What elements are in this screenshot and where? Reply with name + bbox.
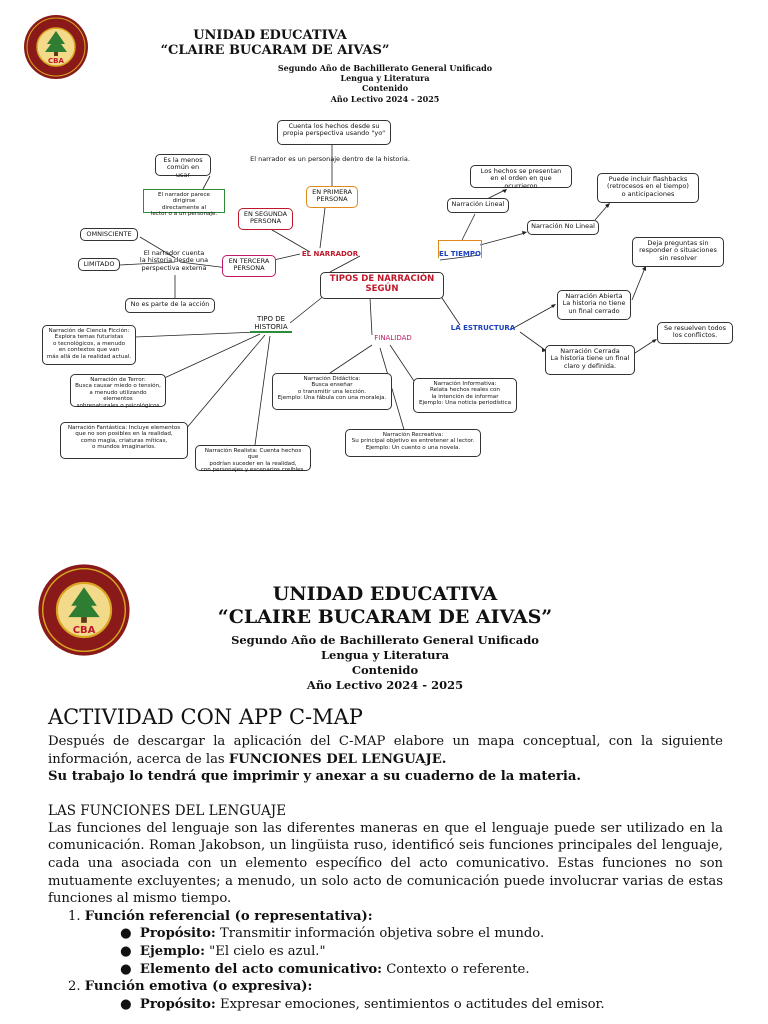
grade-2: Segundo Año de Bachillerato General Unificado: [231, 633, 539, 647]
section-title: LAS FUNCIONES DEL LENGUAJE: [48, 802, 287, 819]
item-label: Propósito:: [139, 996, 216, 1012]
item-text: Transmitir información objetiva sobre el mundo.: [215, 926, 545, 942]
grade: Segundo Año de Bachillerato General Unificado: [277, 63, 493, 73]
intro-text: Después de descargar la aplicación del C-MAP elabore un mapa conceptual, con la siguiente información, acerca de las: [48, 734, 723, 767]
activity-section: [48, 703, 723, 1013]
svg-text:CBA: CBA: [72, 624, 96, 636]
school-title: UNIDAD EDUCATIVA: [193, 28, 347, 43]
informativa-node: Narración Informativa: Relata hechos reales con la intención de informar Ejemplo: Una noticia periodística: [413, 378, 517, 413]
segunda-persona-node: EN SEGUNDA PERSONA: [238, 208, 293, 230]
finalidad-label: FINALIDAD: [374, 334, 412, 342]
fantastica-node: Narración Fantástica: Incluye elementos que no son posibles en la realidad, como magia, criaturas míticas, o mundos imaginarios.: [60, 422, 188, 459]
activity-intro: [48, 733, 723, 786]
primera-persona-node: EN PRIMERA PERSONA: [306, 186, 358, 208]
center-node: TIPOS DE NARRACIÓN SEGÚN: [320, 272, 444, 299]
function-num: 2.: [68, 979, 81, 995]
item-label: Propósito:: [139, 926, 216, 942]
abierta-desc: Deja preguntas sin responder o situaciones sin resolver: [632, 237, 724, 267]
no-lineal-desc: Puede incluir flashbacks (retrocesos en el tiempo) o anticipaciones: [597, 173, 699, 203]
subject-2: Lengua y Literatura: [320, 648, 450, 662]
function-num: 1.: [68, 908, 81, 924]
school-logo-2: [37, 563, 131, 657]
lineal-node: Narración Lineal: [447, 198, 509, 213]
abierta-node: Narración Abierta La historia no tiene un final cerrado: [557, 290, 631, 320]
omnisciente-node: OMNISCIENTE: [80, 228, 138, 241]
intro-instruction: Su trabajo lo tendrá que imprimir y anexar a su cuaderno de la materia.: [48, 769, 581, 785]
svg-text:CBA: CBA: [48, 57, 64, 65]
year: Año Lectivo 2024 - 2025: [330, 94, 440, 104]
realista-node: Narración Realista: Cuenta hechos que podrían suceder en la realidad, con personajes y escenarios creíbles.: [195, 445, 311, 471]
ciencia-ficcion-node: Narración de Ciencia Ficción: Explora temas futuristas o tecnológicos, a menudo en contextos que van más allá de la realidad actual.: [42, 325, 136, 365]
recreativa-node: Narración Recreativa: Su principal objetivo es entretener al lector. Ejemplo: Un cuento o una novela.: [345, 429, 481, 457]
bullet: ●: [120, 943, 140, 959]
item-text: Expresar emociones, sentimientos o actitudes del emisor.: [215, 996, 605, 1012]
lineal-desc: Los hechos se presentan en el orden en que ocurrieron: [470, 165, 572, 188]
item-label: Ejemplo:: [139, 943, 205, 959]
function-1-item: [48, 943, 723, 961]
bullet: ●: [120, 996, 140, 1012]
content-2: Contenido: [351, 663, 419, 677]
function-name: Función emotiva (o expresiva):: [84, 979, 313, 995]
narrador-label: EL NARRADOR: [301, 250, 359, 258]
function-2-item: [48, 996, 723, 1014]
subject: Lengua y Literatura: [340, 73, 430, 83]
bullet: ●: [120, 961, 140, 977]
item-label: Elemento del acto comunicativo:: [139, 961, 383, 977]
item-text: "El cielo es azul.": [204, 943, 326, 959]
no-lineal-node: Narración No Lineal: [527, 220, 599, 235]
bullet: ●: [120, 926, 140, 942]
cerrada-desc: Se resuelven todos los conflictos.: [657, 322, 733, 344]
school-title-2: UNIDAD EDUCATIVA: [272, 583, 498, 605]
cerrada-node: Narración Cerrada La historia tiene un final claro y definida.: [545, 345, 635, 375]
estructura-label: LA ESTRUCTURA: [450, 324, 516, 332]
function-name: Función referencial (o representativa):: [84, 908, 373, 924]
tercera-persona-desc: El narrador cuenta la historia desde una perspectiva externa: [139, 249, 209, 272]
tiempo-label: EL TIEMPO: [438, 240, 482, 258]
content: Contenido: [361, 83, 409, 93]
no-parte-node: No es parte de la acción: [125, 298, 215, 313]
tercera-persona-node: EN TERCERA PERSONA: [222, 255, 276, 277]
section-paragraph: Las funciones del lenguaje son las diferentes maneras en que el lenguaje puede ser utilizado en la comunicación. Roman Jakobson, un lingüista ruso, identificó seis funciones principales del lenguaje, cada una asociada con un elemento específico del acto comunicativo. Estas funciones no son mutuamente excluyentes; a menudo, un solo acto de comunicación puede involucrar varias de estas funciones al mismo tiempo.: [48, 820, 723, 907]
function-1: [48, 908, 723, 926]
function-1-item: [48, 925, 723, 943]
function-2: [48, 978, 723, 996]
function-1-item: [48, 961, 723, 979]
intro-bold: FUNCIONES DEL LENGUAJE.: [228, 751, 447, 767]
terror-node: Narración de Terror: Busca causar miedo o tensión, a menudo utilizando elementos sobrenaturales o psicológicos: [70, 374, 166, 407]
segunda-persona-desc: El narrador parece dirigirse directamente al lector o a un personaje.: [143, 189, 225, 213]
year-2: Año Lectivo 2024 - 2025: [306, 678, 464, 692]
tipo-historia-label: TIPO DE HISTORIA: [250, 315, 292, 333]
school-name: “CLAIRE BUCARAM DE AIVAS”: [160, 43, 390, 58]
item-text: Contexto o referente.: [382, 961, 530, 977]
school-name-2: “CLAIRE BUCARAM DE AIVAS”: [217, 606, 553, 628]
activity-title: ACTIVIDAD CON APP C-MAP: [48, 705, 363, 729]
limitado-node: LIMITADO: [78, 258, 120, 271]
primera-persona-desc: Cuenta los hechos desde su propia perspectiva usando "yo": [277, 120, 391, 145]
didactica-node: Narración Didáctica: Busca enseñar o transmitir una lección. Ejemplo: Una fábula con una moraleja.: [272, 373, 392, 410]
segunda-persona-note: Es la menos común en usar: [155, 154, 211, 176]
primera-persona-note: El narrador es un personaje dentro de la historia.: [250, 155, 410, 163]
